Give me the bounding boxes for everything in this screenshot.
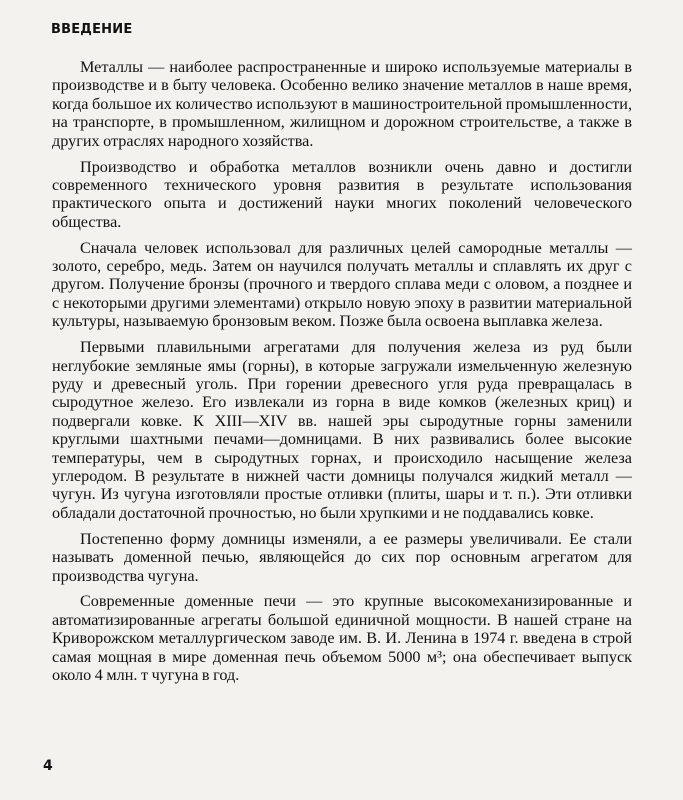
paragraph: Металлы — наиболее распространенные и широко используемые материалы в производстве и в быту человека. Особенно велико значение металлов в наше время, когда большое их количество используют в машиностроительной промышленности, на транспорте, в промышленном, жилищном и дорожном строительстве, а также в других отраслях народного хозяйства. [52, 58, 632, 150]
page-number: 4 [43, 758, 53, 774]
paragraph: Современные доменные печи — это крупные высокомеханизированные и автоматизированные агрегаты большой единичной мощности. В нашей стране на Криворожском металлургическом заводе им. В. И. Ленина в 1974 г. введена в строй самая мощная в мире доменная печь объемом 5000 м³; она обеспечивает выпуск около 4 млн. т чугуна в год. [52, 592, 632, 685]
paragraph: Производство и обработка металлов возникли очень давно и достигли современного технического уровня развития в результате использования практического опыта и достижений науки многих поколений человеческого общества. [52, 157, 632, 231]
section-header: ВВЕДЕНИЕ [51, 22, 133, 37]
paragraph: Первыми плавильными агрегатами для получения железа из руд были неглубокие земляные ямы (горны), в которые загружали измельченную железную руду и древесный уголь. При горении древесного угля руда превращалась в сыродутное железо. Его извлекали из горна в виде комков (железных криц) и подвергали ковке. К XIII—XIV вв. нашей эры сыродутные горны заменили круглыми шахтными печами—домницами. В них развивались более высокие температуры, чем в сыродутных горнах, и происходило насыщение железа углеродом. В результате в нижней части домницы получался жидкий металл — чугун. Из чугуна изготовляли простые отливки (плиты, шары и т. п.). Эти отливки обладали достаточной прочностью, но были хрупкими и не поддавались ковке. [52, 338, 632, 522]
paragraph: Постепенно форму домницы изменяли, а ее размеры увеличивали. Ее стали называть доменной печью, являющейся до сих пор основным агрегатом для производства чугуна. [52, 529, 632, 585]
body-text [52, 58, 632, 692]
paragraph: Сначала человек использовал для различных целей самородные металлы — золото, серебро, медь. Затем он научился получать металлы и сплавлять их друг с другом. Получение бронзы (прочного и твердого сплава меди с оловом, а позднее и с некоторыми другими элементами) открыло новую эпоху в развитии материальной культуры, называемую бронзовым веком. Позже была освоена выплавка железа. [52, 238, 632, 331]
